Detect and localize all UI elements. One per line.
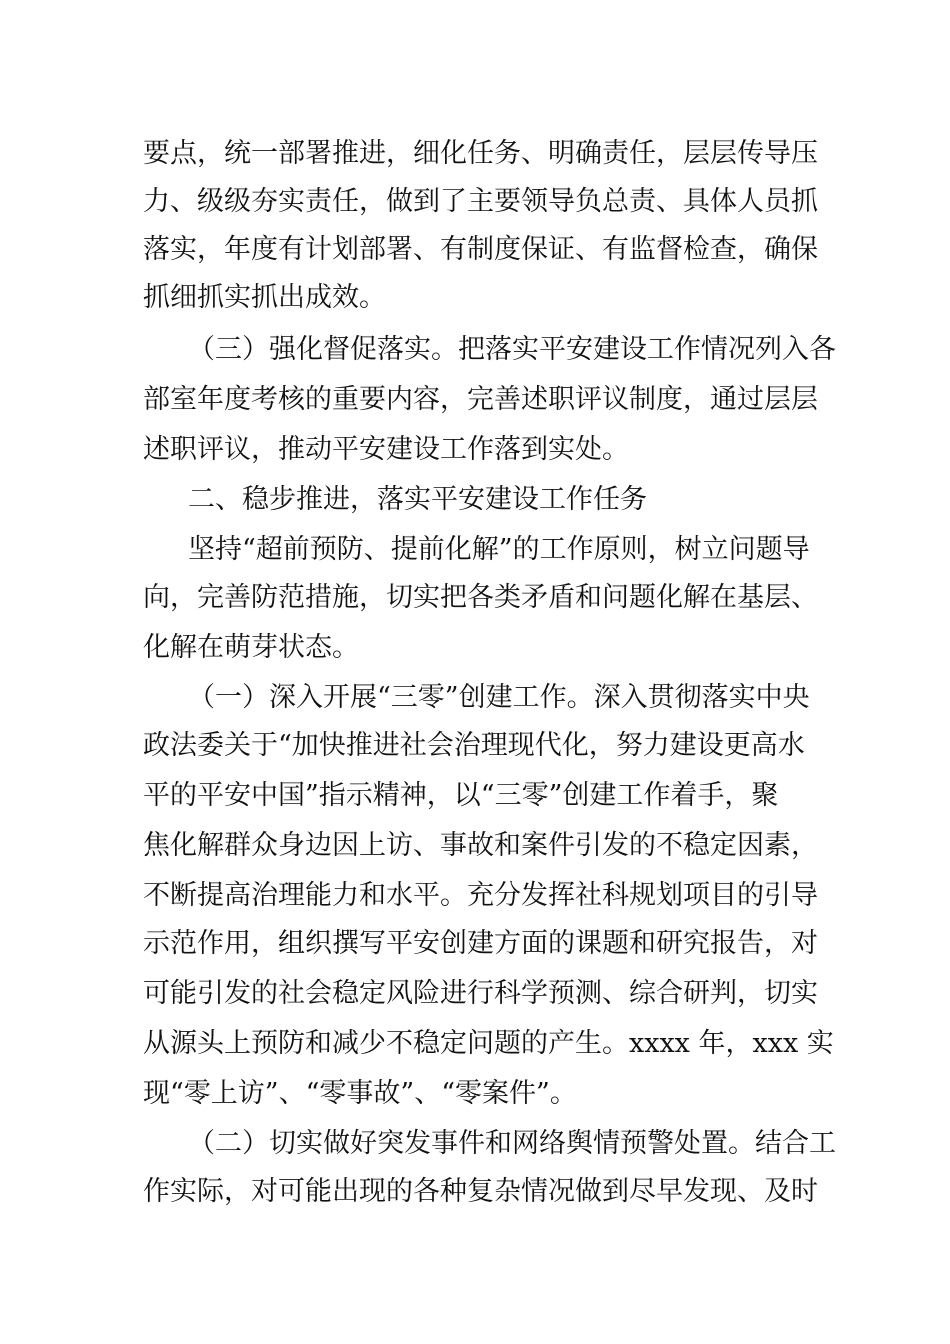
text-line: 不断提高治理能力和水平。充分发挥社科规划项目的引导	[143, 880, 818, 911]
text-line: （一）深入开展“三零”创建工作。深入贯彻落实中央	[188, 682, 810, 713]
text-line: 力、级级夯实责任，做到了主要领导负总责、具体人员抓	[143, 186, 818, 217]
text-line: （三）强化督促落实。把落实平安建设工作情况列入各	[188, 334, 836, 365]
text-line: 化解在萌芽状态。	[143, 632, 359, 663]
text-line: 要点，统一部署推进，细化任务、明确责任，层层传导压	[143, 138, 818, 169]
text-line: 示范作用，组织撰写平安创建方面的课题和研究报告，对	[143, 928, 818, 959]
text-line: 从源头上预防和减少不稳定问题的产生。xxxx 年，xxx 实	[143, 1028, 834, 1059]
text-line: 落实，年度有计划部署、有制度保证、有监督检查，确保	[143, 234, 818, 265]
text-line: 焦化解群众身边因上访、事故和案件引发的不稳定因素，	[143, 830, 818, 861]
text-line: 述职评议，推动平安建设工作落到实处。	[143, 434, 629, 465]
text-line: 政法委关于“加快推进社会治理现代化，努力建设更高水	[143, 730, 805, 761]
text-line: 坚持“超前预防、提前化解”的工作原则，树立问题导	[188, 534, 810, 565]
text-line: 抓细抓实抓出成效。	[143, 282, 386, 313]
section-heading: 二、稳步推进，落实平安建设工作任务	[188, 484, 647, 515]
text-line: 可能引发的社会稳定风险进行科学预测、综合研判，切实	[143, 978, 818, 1009]
text-line: （二）切实做好突发事件和网络舆情预警处置。结合工	[188, 1128, 836, 1159]
text-line: 部室年度考核的重要内容，完善述职评议制度，通过层层	[143, 384, 818, 415]
text-line: 向，完善防范措施，切实把各类矛盾和问题化解在基层、	[143, 582, 818, 613]
text-line: 现“零上访”、“零事故”、“零案件”。	[143, 1078, 577, 1109]
text-line: 平的平安中国”指示精神，以“三零”创建工作着手，聚	[143, 780, 779, 811]
text-line: 作实际，对可能出现的各种复杂情况做到尽早发现、及时	[143, 1176, 818, 1207]
